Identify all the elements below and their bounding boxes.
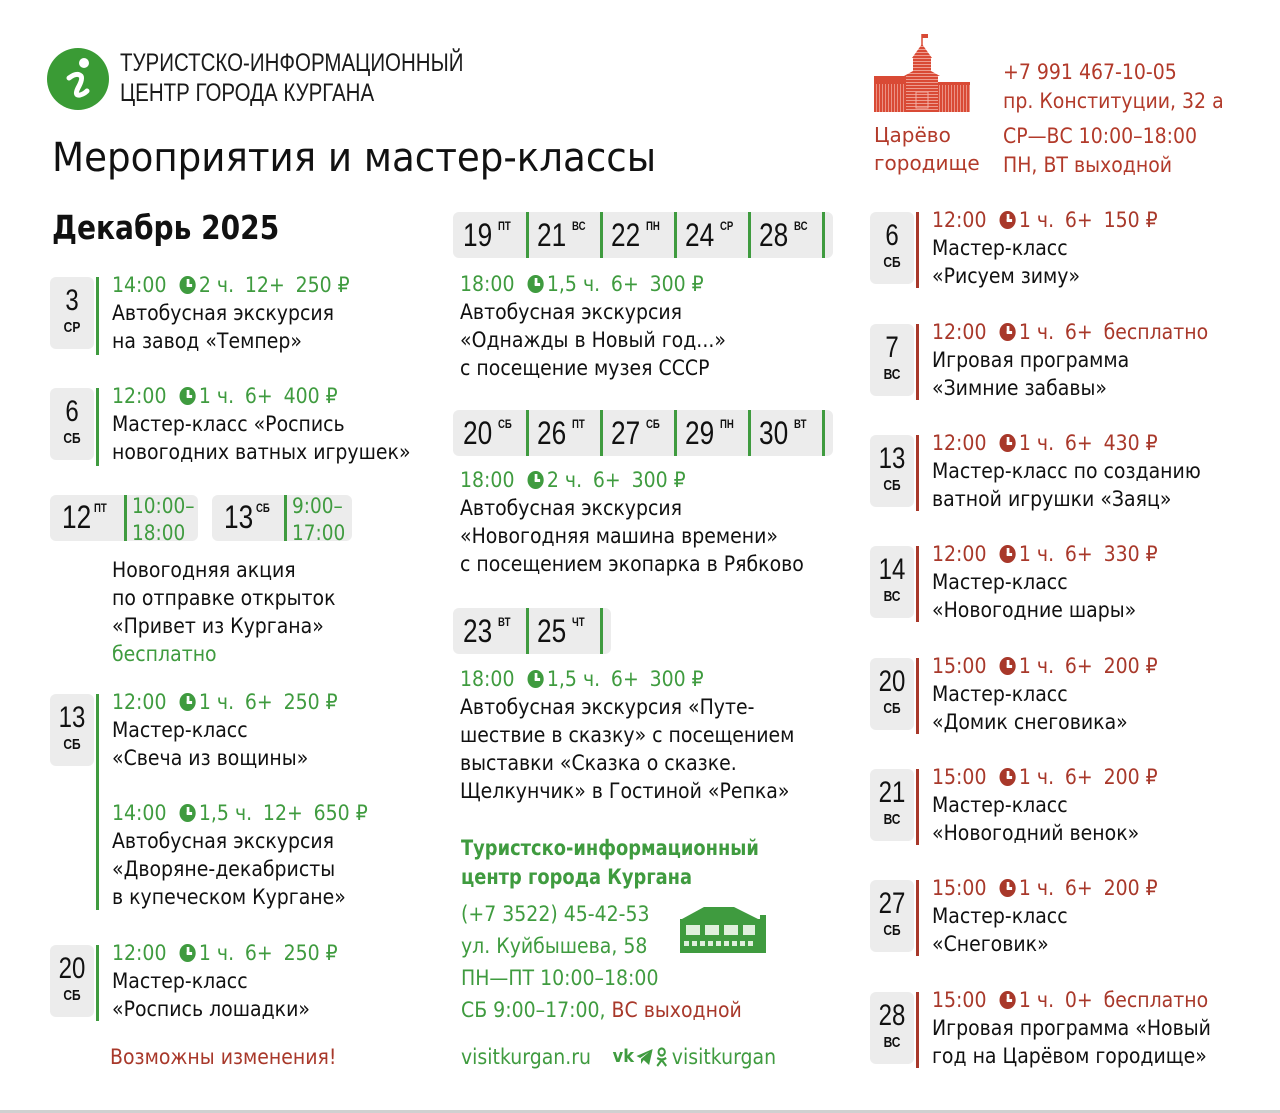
date-day: 22 bbox=[611, 217, 641, 253]
date-badge bbox=[50, 694, 94, 766]
date-weekday: ВТ bbox=[498, 615, 511, 629]
event-time: 15:00 bbox=[932, 876, 987, 900]
date-day: 13 bbox=[878, 442, 906, 475]
event-title-line: Мастер-класс по созданию bbox=[932, 459, 1201, 483]
promo-line: Новогодняя акция bbox=[112, 558, 296, 582]
event-price: 430 ₽ bbox=[1103, 431, 1158, 455]
event-title bbox=[932, 902, 1158, 958]
date-weekday: ВС bbox=[883, 1034, 901, 1051]
event-duration: 1 ч. bbox=[198, 384, 235, 408]
date-day: 23 bbox=[463, 613, 493, 649]
date-day: 20 bbox=[463, 415, 493, 451]
date-badge bbox=[870, 658, 914, 730]
date-day: 7 bbox=[885, 331, 899, 364]
clock-icon bbox=[999, 323, 1015, 341]
date-weekday: ПТ bbox=[572, 417, 585, 431]
tsarevo-name-line1: Царёво bbox=[874, 123, 951, 147]
event-middle-2 bbox=[460, 665, 794, 805]
event-duration: 2 ч. bbox=[198, 273, 235, 297]
clock-icon bbox=[527, 275, 543, 293]
date-day: 14 bbox=[878, 553, 906, 586]
event-age: 0+ bbox=[1064, 988, 1093, 1012]
event-title-line: «Снеговик» bbox=[932, 932, 1049, 956]
divider-bar bbox=[916, 658, 919, 734]
event-price: 250 ₽ bbox=[295, 273, 350, 297]
event-title-line: «Дворяне-декабристы bbox=[112, 857, 336, 881]
date-weekday: ПН bbox=[720, 417, 734, 431]
date-chip bbox=[463, 608, 529, 654]
divider-bar bbox=[916, 769, 919, 845]
date-day: 12 bbox=[62, 499, 92, 535]
web-links bbox=[461, 1043, 776, 1071]
date-chip bbox=[685, 212, 751, 258]
event-title bbox=[932, 791, 1158, 847]
event-price: 200 ₽ bbox=[1103, 654, 1158, 678]
website-link[interactable]: visitkurgan.ru bbox=[461, 1045, 592, 1069]
tic-phone[interactable]: (+7 3522) 45-42-53 bbox=[461, 902, 650, 926]
event-time: 12:00 bbox=[112, 941, 167, 965]
page-title: Мероприятия и мастер-классы bbox=[52, 135, 657, 181]
tic-hours-weekend bbox=[461, 994, 742, 1026]
clock-icon bbox=[999, 768, 1015, 786]
promo-line: «Привет из Кургана» bbox=[112, 614, 324, 638]
promo-date-13 bbox=[212, 494, 352, 545]
date-badge bbox=[870, 324, 914, 396]
date-weekday: СБ bbox=[498, 417, 512, 431]
event-meta bbox=[932, 206, 1158, 234]
divider-bar bbox=[96, 277, 99, 355]
promo-hours bbox=[132, 493, 195, 547]
date-weekday: ВС bbox=[883, 811, 901, 828]
event-time: 12:00 bbox=[932, 542, 987, 566]
event-meta bbox=[112, 688, 368, 716]
month-heading: Декабрь 2025 bbox=[52, 208, 280, 247]
date-weekday: СР bbox=[720, 219, 734, 233]
building-icon bbox=[678, 905, 770, 953]
event-title-line: Мастер-класс bbox=[932, 570, 1068, 594]
date-weekday: ЧТ bbox=[572, 615, 585, 629]
date-day: 28 bbox=[878, 999, 906, 1032]
divider-bar bbox=[96, 388, 99, 466]
date-badge bbox=[50, 277, 94, 349]
event-meta bbox=[112, 382, 411, 410]
event-price: бесплатно bbox=[1103, 988, 1209, 1012]
event-age: 6+ bbox=[610, 272, 639, 296]
event-price: 200 ₽ bbox=[1103, 765, 1158, 789]
event-age: 6+ bbox=[1064, 876, 1093, 900]
date-weekday: СБ bbox=[646, 417, 660, 431]
event-price: бесплатно bbox=[1103, 320, 1209, 344]
event-middle-0 bbox=[460, 270, 726, 382]
date-chips-group-0 bbox=[453, 212, 833, 258]
event-duration: 1,5 ч. bbox=[546, 272, 601, 296]
event-title-line: Игровая программа bbox=[932, 348, 1130, 372]
event-middle-1 bbox=[460, 466, 804, 578]
date-day: 6 bbox=[65, 395, 79, 428]
date-badge bbox=[50, 945, 94, 1017]
date-chip bbox=[759, 212, 825, 258]
event-meta bbox=[932, 763, 1158, 791]
tsarevo-phone[interactable]: +7 991 467-10-05 bbox=[1003, 60, 1177, 84]
event-duration: 1 ч. bbox=[1018, 876, 1055, 900]
clock-icon bbox=[999, 657, 1015, 675]
date-weekday: ПТ bbox=[498, 219, 511, 233]
divider-bar bbox=[916, 880, 919, 956]
event-age: 6+ bbox=[244, 690, 273, 714]
event-price: 300 ₽ bbox=[631, 468, 686, 492]
date-day: 21 bbox=[878, 776, 906, 809]
date-weekday: ПН bbox=[646, 219, 660, 233]
date-weekday: ВС bbox=[794, 219, 808, 233]
org-title bbox=[120, 48, 463, 108]
clock-icon bbox=[999, 434, 1015, 452]
promo-hours bbox=[292, 493, 345, 547]
divider-bar bbox=[916, 435, 919, 511]
event-age: 6+ bbox=[244, 384, 273, 408]
divider-bar bbox=[284, 495, 287, 541]
event-age: 6+ bbox=[592, 468, 621, 492]
date-day: 25 bbox=[537, 613, 567, 649]
date-chips-group-1 bbox=[453, 410, 833, 456]
event-meta bbox=[460, 665, 794, 693]
event-title bbox=[112, 967, 338, 1023]
divider-bar bbox=[916, 992, 919, 1068]
event-meta bbox=[112, 799, 368, 827]
event-duration: 1 ч. bbox=[1018, 320, 1055, 344]
clock-icon bbox=[179, 693, 195, 711]
date-weekday: СБ bbox=[63, 736, 81, 753]
date-weekday: СБ bbox=[883, 477, 901, 494]
date-badge bbox=[50, 388, 94, 460]
hours-start: 10:00– bbox=[132, 494, 195, 518]
event-meta bbox=[112, 939, 338, 967]
hours-end: 18:00 bbox=[132, 521, 186, 545]
changes-notice: Возможны изменения! bbox=[110, 1045, 337, 1069]
date-chip bbox=[537, 608, 603, 654]
event-age: 6+ bbox=[1064, 542, 1093, 566]
date-day: 6 bbox=[885, 219, 899, 252]
event-age: 6+ bbox=[1064, 765, 1093, 789]
event-meta bbox=[460, 466, 804, 494]
date-chip bbox=[463, 212, 529, 258]
event-title-line: Мастер-класс bbox=[932, 793, 1068, 817]
date-day: 13 bbox=[224, 499, 254, 535]
date-weekday: СБ bbox=[63, 987, 81, 1004]
event-title-line: «Домик снеговика» bbox=[932, 710, 1128, 734]
event-title-line: в купеческом Кургане» bbox=[112, 885, 346, 909]
clock-icon bbox=[179, 387, 195, 405]
event-title-line: «Зимние забавы» bbox=[932, 376, 1107, 400]
event-price: 300 ₽ bbox=[649, 667, 704, 691]
event-title-line: с посещение музея СССР bbox=[460, 356, 710, 380]
clock-icon bbox=[999, 991, 1015, 1009]
castle-icon bbox=[874, 32, 970, 114]
date-day: 26 bbox=[537, 415, 567, 451]
event-title-line: «Роспись лошадки» bbox=[112, 997, 310, 1021]
event-title-line: Автобусная экскурсия bbox=[460, 496, 683, 520]
event-meta bbox=[932, 652, 1158, 680]
event-title-line: на завод «Темпер» bbox=[112, 329, 302, 353]
event-title-line: «Свеча из вощины» bbox=[112, 746, 309, 770]
tic-name bbox=[461, 834, 759, 892]
event-time: 15:00 bbox=[932, 654, 987, 678]
event-age: 6+ bbox=[610, 667, 639, 691]
clock-icon bbox=[999, 879, 1015, 897]
event-title-line: Мастер-класс «Роспись bbox=[112, 412, 345, 436]
date-chip bbox=[685, 410, 751, 456]
date-day: 27 bbox=[878, 887, 906, 920]
event-duration: 1 ч. bbox=[1018, 765, 1055, 789]
event-title-line: «Новогодняя машина времени» bbox=[460, 524, 778, 548]
event-duration: 1 ч. bbox=[1018, 654, 1055, 678]
promo-description bbox=[112, 556, 336, 668]
event-title-line: Мастер-класс bbox=[112, 718, 248, 742]
date-weekday: СБ bbox=[883, 700, 901, 717]
event-duration: 1 ч. bbox=[198, 941, 235, 965]
event-title-line: «Новогодние шары» bbox=[932, 598, 1137, 622]
date-weekday: ПТ bbox=[94, 501, 107, 515]
date-chip bbox=[463, 410, 529, 456]
date-weekday: ВС bbox=[572, 219, 586, 233]
event-time: 14:00 bbox=[112, 273, 167, 297]
date-chip bbox=[537, 212, 603, 258]
event-age: 12+ bbox=[244, 273, 285, 297]
event-title-line: «Рисуем зиму» bbox=[932, 264, 1081, 288]
date-weekday: ВТ bbox=[794, 417, 807, 431]
event-title-line: новогодних ватных игрушек» bbox=[112, 440, 411, 464]
date-day: 13 bbox=[58, 701, 86, 734]
tsarevo-name-line2: городище bbox=[874, 151, 980, 175]
event-title-line: Мастер-класс bbox=[932, 904, 1068, 928]
event-title-line: Автобусная экскурсия bbox=[460, 300, 683, 324]
social-icons bbox=[613, 1043, 669, 1071]
event-duration: 1 ч. bbox=[1018, 988, 1055, 1012]
tic-closed-day: ВС выходной bbox=[611, 998, 742, 1022]
event-time: 12:00 bbox=[112, 384, 167, 408]
date-day: 19 bbox=[463, 217, 493, 253]
divider-bar bbox=[916, 546, 919, 622]
event-title-line: Щелкунчик» в Гостиной «Репка» bbox=[460, 779, 790, 803]
promo-date-12 bbox=[50, 494, 198, 545]
hours-start: 9:00– bbox=[292, 494, 343, 518]
event-title-line: Мастер-класс bbox=[112, 969, 248, 993]
event-meta bbox=[932, 429, 1201, 457]
event-title-line: Автобусная экскурсия bbox=[112, 829, 335, 853]
date-badge bbox=[870, 212, 914, 284]
event-meta bbox=[112, 271, 350, 299]
tsarevo-name bbox=[874, 121, 980, 177]
event-title bbox=[112, 410, 411, 466]
event-duration: 1,5 ч. bbox=[546, 667, 601, 691]
date-weekday: СБ bbox=[883, 922, 901, 939]
date-day: 28 bbox=[759, 217, 789, 253]
date-day: 29 bbox=[685, 415, 715, 451]
event-duration: 1 ч. bbox=[1018, 542, 1055, 566]
event-age: 6+ bbox=[1064, 654, 1093, 678]
event-title-line: Автобусная экскурсия bbox=[112, 301, 335, 325]
clock-icon bbox=[999, 211, 1015, 229]
tsarevo-address: пр. Конституции, 32 а bbox=[1003, 89, 1224, 113]
clock-icon bbox=[179, 804, 195, 822]
event-duration: 1 ч. bbox=[198, 690, 235, 714]
clock-icon bbox=[179, 944, 195, 962]
odnoklassniki-icon[interactable] bbox=[656, 1047, 669, 1067]
event-time: 12:00 bbox=[932, 320, 987, 344]
date-day: 20 bbox=[58, 952, 86, 985]
event-time: 14:00 bbox=[112, 801, 167, 825]
social-handle-link[interactable]: visitkurgan bbox=[671, 1045, 777, 1069]
clock-icon bbox=[527, 471, 543, 489]
clock-icon bbox=[527, 670, 543, 688]
event-price: 150 ₽ bbox=[1103, 208, 1158, 232]
event-age: 12+ bbox=[262, 801, 303, 825]
date-chip bbox=[759, 410, 825, 456]
tic-name-line1: Туристско-информационный bbox=[461, 836, 759, 860]
tic-hours-weekdays: ПН—ПТ 10:00–18:00 bbox=[461, 966, 659, 990]
event-age: 6+ bbox=[1064, 208, 1093, 232]
event-meta bbox=[932, 318, 1208, 346]
date-day: 30 bbox=[759, 415, 789, 451]
event-title-line: Мастер-класс bbox=[932, 236, 1068, 260]
event-title-line: шествие в сказку» с посещением bbox=[460, 723, 795, 747]
event-time: 12:00 bbox=[932, 208, 987, 232]
tsarevo-contacts bbox=[1003, 58, 1224, 180]
promo-price: бесплатно bbox=[112, 642, 217, 666]
event-price: 300 ₽ bbox=[649, 272, 704, 296]
date-badge bbox=[870, 769, 914, 841]
event-title-line: «Новогодний венок» bbox=[932, 821, 1140, 845]
event-title bbox=[932, 346, 1208, 402]
tic-name-line2: центр города Кургана bbox=[461, 865, 693, 889]
event-price: 250 ₽ bbox=[283, 941, 338, 965]
event-time: 12:00 bbox=[932, 431, 987, 455]
date-badge bbox=[870, 880, 914, 952]
event-title-line: год на Царёвом городище» bbox=[932, 1044, 1207, 1068]
event-title-line: Автобусная экскурсия «Путе- bbox=[460, 695, 755, 719]
event-title bbox=[112, 716, 368, 772]
event-meta bbox=[932, 986, 1211, 1014]
telegram-icon[interactable] bbox=[637, 1049, 653, 1065]
event-price: 200 ₽ bbox=[1103, 876, 1158, 900]
date-chips-group-2 bbox=[453, 608, 611, 654]
event-title-line: «Однажды в Новый год...» bbox=[460, 328, 726, 352]
date-day: 27 bbox=[611, 415, 641, 451]
event-price: 400 ₽ bbox=[283, 384, 338, 408]
tic-hours-saturday: СБ 9:00–17:00, bbox=[461, 998, 612, 1022]
event-price: 330 ₽ bbox=[1103, 542, 1158, 566]
event-title bbox=[932, 568, 1158, 624]
date-day: 24 bbox=[685, 217, 715, 253]
event-time: 12:00 bbox=[112, 690, 167, 714]
clock-icon bbox=[179, 276, 195, 294]
date-day: 20 bbox=[878, 665, 906, 698]
date-day: 21 bbox=[537, 217, 567, 253]
divider-bar bbox=[916, 212, 919, 288]
divider-bar bbox=[124, 495, 127, 541]
event-title bbox=[112, 827, 368, 911]
event-time: 18:00 bbox=[460, 272, 515, 296]
event-meta bbox=[460, 270, 726, 298]
hours-end: 17:00 bbox=[292, 521, 346, 545]
date-badge bbox=[870, 546, 914, 618]
event-time: 18:00 bbox=[460, 468, 515, 492]
event-age: 6+ bbox=[1064, 431, 1093, 455]
event-title-line: с посещением экопарка в Рябково bbox=[460, 552, 804, 576]
date-badge bbox=[870, 435, 914, 507]
date-day: 3 bbox=[65, 284, 79, 317]
date-weekday: СБ bbox=[63, 430, 81, 447]
event-title bbox=[932, 1014, 1211, 1070]
event-title-line: выставки «Сказка о сказке. bbox=[460, 751, 737, 775]
event-price: 650 ₽ bbox=[313, 801, 368, 825]
divider-bar bbox=[96, 694, 99, 910]
date-badge bbox=[870, 992, 914, 1064]
event-duration: 2 ч. bbox=[546, 468, 583, 492]
vk-icon[interactable]: vk bbox=[612, 1046, 634, 1067]
event-meta bbox=[932, 874, 1158, 902]
clock-icon bbox=[999, 545, 1015, 563]
event-time: 15:00 bbox=[932, 765, 987, 789]
event-time: 15:00 bbox=[932, 988, 987, 1012]
event-time: 18:00 bbox=[460, 667, 515, 691]
event-title-line: Мастер-класс bbox=[932, 682, 1068, 706]
date-chip bbox=[611, 212, 677, 258]
date-chip bbox=[611, 410, 677, 456]
event-title-line: ватной игрушки «Заяц» bbox=[932, 487, 1172, 511]
event-title-line: Игровая программа «Новый bbox=[932, 1016, 1211, 1040]
tsarevo-hours: СР—ВС 10:00–18:00 bbox=[1003, 124, 1198, 148]
date-weekday: СР bbox=[63, 319, 81, 336]
org-title-line2: ЦЕНТР ГОРОДА КУРГАНА bbox=[120, 79, 375, 107]
tic-logo-info-icon bbox=[47, 48, 109, 110]
date-chip bbox=[537, 410, 603, 456]
date-weekday: СБ bbox=[256, 501, 270, 515]
event-duration: 1 ч. bbox=[1018, 431, 1055, 455]
event-title bbox=[932, 457, 1201, 513]
event-duration: 1,5 ч. bbox=[198, 801, 253, 825]
divider-bar bbox=[96, 945, 99, 1021]
event-price: 250 ₽ bbox=[283, 690, 338, 714]
date-weekday: СБ bbox=[883, 254, 901, 271]
event-age: 6+ bbox=[1064, 320, 1093, 344]
event-duration: 1 ч. bbox=[1018, 208, 1055, 232]
event-title bbox=[112, 299, 350, 355]
promo-line: по отправке открыток bbox=[112, 586, 336, 610]
date-weekday: ВС bbox=[883, 588, 901, 605]
tic-address: ул. Куйбышева, 58 bbox=[461, 934, 648, 958]
org-title-line1: ТУРИСТСКО-ИНФОРМАЦИОННЫЙ bbox=[120, 49, 464, 77]
event-age: 6+ bbox=[244, 941, 273, 965]
event-title bbox=[932, 234, 1158, 290]
event-meta bbox=[932, 540, 1158, 568]
tsarevo-closed-days: ПН, ВТ выходной bbox=[1003, 153, 1173, 177]
event-title bbox=[932, 680, 1158, 736]
date-weekday: ВС bbox=[883, 366, 901, 383]
divider-bar bbox=[916, 324, 919, 400]
